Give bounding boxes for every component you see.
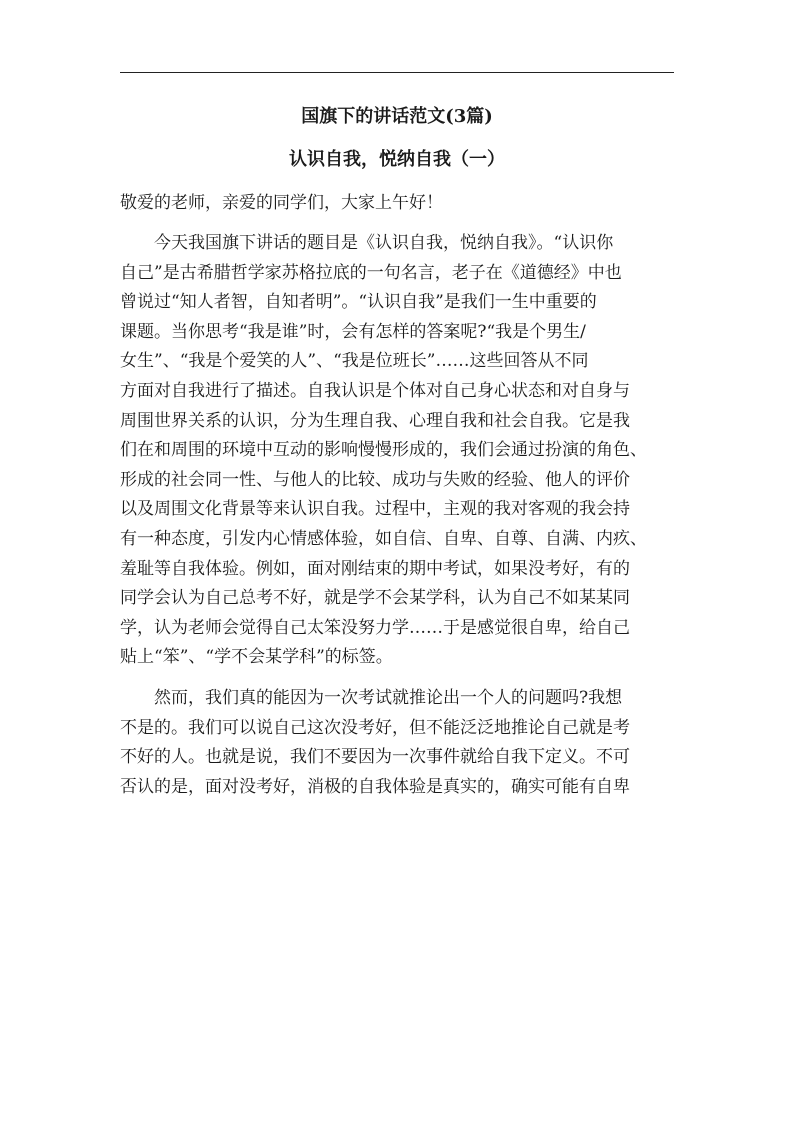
paragraph-2-line-1: 然而，我们真的能因为一次考试就推论出一个人的问题吗?我想	[154, 687, 623, 708]
paragraph-1-line-10: 以及周围文化背景等来认识自我。过程中，主观的我对客观的我会持	[120, 499, 630, 520]
document-title: 国旗下的讲话范文(3篇)	[301, 106, 493, 127]
paragraph-1-line-8: 们在和周围的环境中互动的影响慢慢形成的，我们会通过扮演的角色、	[120, 440, 647, 461]
paragraph-1-line-4: 课题。当你思考“我是谁”时，会有怎样的答案呢?“我是个男生/	[120, 321, 586, 342]
paragraph-2-line-4: 否认的是，面对没考好，消极的自我体验是真实的，确实可能有自卑	[120, 776, 630, 797]
section-title: 认识自我，悦纳自我（一）	[289, 149, 505, 170]
paragraph-1-line-7: 周围世界关系的认识，分为生理自我、心理自我和社会自我。它是我	[120, 410, 630, 431]
document-body	[120, 188, 690, 802]
paragraph-1-line-6: 方面对自我进行了描述。自我认识是个体对自己身心状态和对自身与	[120, 380, 630, 401]
paragraph-1-line-11: 有一种态度，引发内心情感体验，如自信、自卑、自尊、自满、内疚、	[120, 528, 647, 549]
header-rule	[120, 72, 674, 73]
greeting-line: 敬爱的老师，亲爱的同学们，大家上午好！	[120, 193, 443, 213]
paragraph-2-line-2: 不是的。我们可以说自己这次没考好，但不能泛泛地推论自己就是考	[120, 717, 630, 738]
paragraph-1-line-13: 同学会认为自己总考不好，就是学不会某学科，认为自己不如某某同	[120, 588, 630, 609]
paragraph-1-line-14: 学，认为老师会觉得自己太笨没努力学……于是感觉很自卑，给自己	[120, 617, 630, 638]
paragraph-1-line-9: 形成的社会同一性、与他人的比较、成功与失败的经验、他人的评价	[120, 469, 630, 490]
paragraph-1-line-2: 自己”是古希腊哲学家苏格拉底的一句名言，老子在《道德经》中也	[120, 262, 622, 283]
paragraph-2-line-3: 不好的人。也就是说，我们不要因为一次事件就给自我下定义。不可	[120, 747, 630, 768]
paragraph-1-line-15: 贴上“笨”、“学不会某学科”的标签。	[120, 647, 393, 668]
paragraph-1-line-3: 曾说过“知人者智，自知者明”。“认识自我”是我们一生中重要的	[120, 292, 597, 313]
paragraph-1-line-5: 女生”、“我是个爱笑的人”、“我是位班长”……这些回答从不同	[120, 351, 589, 372]
paragraph-1-line-12: 羞耻等自我体验。例如，面对刚结束的期中考试，如果没考好，有的	[120, 558, 630, 579]
paragraph-1-line-1: 今天我国旗下讲话的题目是《认识自我，悦纳自我》。“认识你	[154, 233, 614, 253]
